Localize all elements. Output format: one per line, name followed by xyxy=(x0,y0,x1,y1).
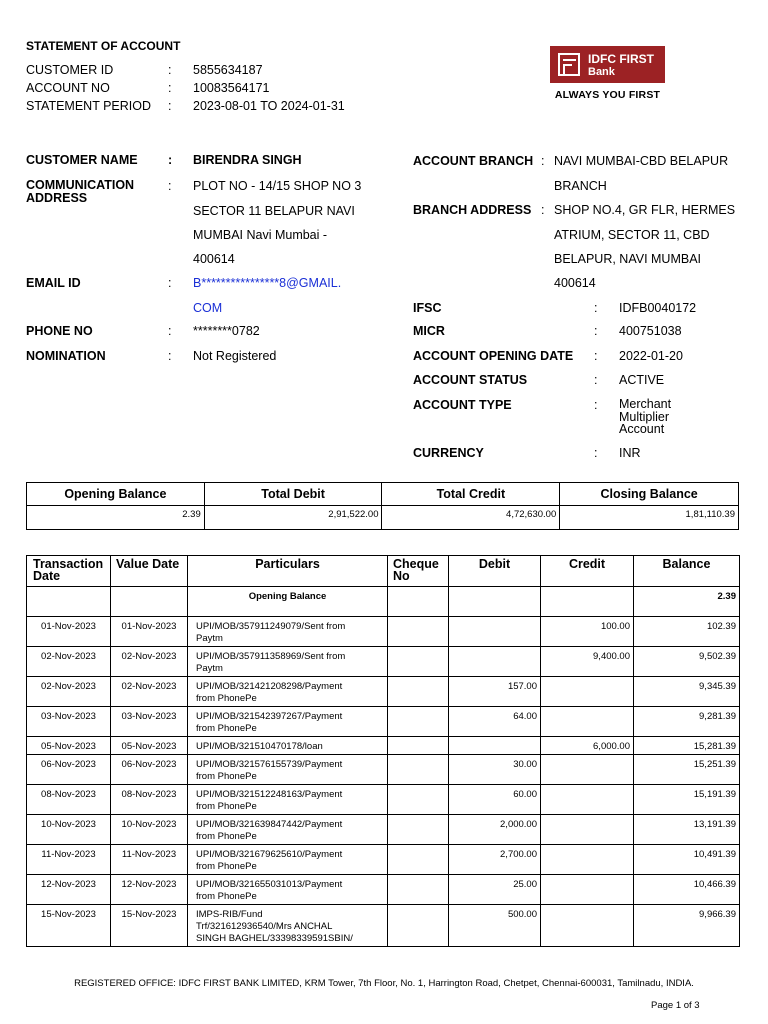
currency-label: CURRENCY xyxy=(413,446,484,460)
colon: : xyxy=(594,446,598,460)
cheque-no-cell xyxy=(388,647,449,677)
colon: : xyxy=(168,153,173,167)
table-row xyxy=(27,677,740,707)
credit-cell xyxy=(541,905,634,947)
balance-cell: 10,491.39 xyxy=(634,845,740,875)
table-row xyxy=(27,647,740,677)
branch-address-line: BELAPUR, NAVI MUMBAI xyxy=(554,252,702,266)
page-number: Page 1 of 3 xyxy=(651,1000,700,1011)
particulars-line: from PhonePe xyxy=(196,831,257,842)
debit-cell: 30.00 xyxy=(449,755,541,785)
particulars-line: from PhonePe xyxy=(196,861,257,872)
balance-cell: 15,191.39 xyxy=(634,785,740,815)
credit-cell xyxy=(541,815,634,845)
particulars-cell xyxy=(188,785,388,815)
email-value-2[interactable]: COM xyxy=(193,301,223,315)
table-row xyxy=(27,905,740,947)
balance-cell: 9,966.39 xyxy=(634,905,740,947)
registered-office-footer: REGISTERED OFFICE: IDFC FIRST BANK LIMITED, KRM Tower, 7th Floor, No. 1, Harrington Road, Chetpet, Chennai-600031, Tamilnadu, INDIA. xyxy=(74,978,694,989)
credit-cell: 100.00 xyxy=(541,617,634,647)
debit-cell xyxy=(449,737,541,755)
cheque-no-cell xyxy=(388,905,449,947)
value-date-cell: 06-Nov-2023 xyxy=(111,755,188,785)
branch-address-line: ATRIUM, SECTOR 11, CBD xyxy=(554,228,710,242)
particulars-line: Trf/321612936540/Mrs ANCHAL xyxy=(196,921,333,932)
currency-value: INR xyxy=(619,446,641,460)
colon: : xyxy=(594,324,598,338)
cheque-no-cell xyxy=(388,677,449,707)
table-row xyxy=(27,815,740,845)
opening-date-label: ACCOUNT OPENING DATE xyxy=(413,349,574,363)
nomination-label: NOMINATION xyxy=(26,349,106,363)
closing-balance-value: 1,81,110.39 xyxy=(560,506,739,530)
transaction-date-cell: 06-Nov-2023 xyxy=(27,755,111,785)
summary-header: Total Credit xyxy=(382,483,560,506)
credit-cell: 9,400.00 xyxy=(541,647,634,677)
address-label: COMMUNICATION xyxy=(26,178,135,192)
particulars-line: from PhonePe xyxy=(196,801,257,812)
transaction-date-cell: 01-Nov-2023 xyxy=(27,617,111,647)
opening-balance-label: Opening Balance xyxy=(188,587,388,617)
col-header-value-date: Value Date xyxy=(111,556,188,587)
credit-cell: 6,000.00 xyxy=(541,737,634,755)
particulars-line: SINGH BAGHEL/33398339591SBIN/ xyxy=(196,933,353,944)
debit-cell: 2,700.00 xyxy=(449,845,541,875)
colon: : xyxy=(541,203,545,217)
transaction-date-cell: 12-Nov-2023 xyxy=(27,875,111,905)
table-row xyxy=(27,875,740,905)
address-line: MUMBAI Navi Mumbai - xyxy=(193,228,328,242)
colon: : xyxy=(168,63,172,77)
summary-table xyxy=(26,482,739,530)
ifsc-label: IFSC xyxy=(413,301,442,315)
balance-cell: 15,281.39 xyxy=(634,737,740,755)
cheque-no-cell xyxy=(388,815,449,845)
opening-date-value: 2022-01-20 xyxy=(619,349,683,363)
debit-cell: 60.00 xyxy=(449,785,541,815)
table-row xyxy=(27,785,740,815)
particulars-cell xyxy=(188,677,388,707)
email-label: EMAIL ID xyxy=(26,276,81,290)
email-value[interactable]: B****************8@GMAIL. xyxy=(193,276,342,290)
address-line: SECTOR 11 BELAPUR NAVI xyxy=(193,204,355,218)
particulars-line: UPI/MOB/321576155739/Payment xyxy=(196,759,343,770)
particulars-cell xyxy=(188,815,388,845)
branch-address-line: 400614 xyxy=(554,276,596,290)
branch-address-line: SHOP NO.4, GR FLR, HERMES xyxy=(554,203,736,217)
particulars-line: UPI/MOB/321421208298/Payment xyxy=(196,681,343,692)
debit-cell xyxy=(449,617,541,647)
credit-cell xyxy=(541,785,634,815)
particulars-line: from PhonePe xyxy=(196,693,257,704)
credit-cell xyxy=(541,875,634,905)
col-header-debit: Debit xyxy=(449,556,541,587)
summary-header: Closing Balance xyxy=(560,483,739,506)
balance-cell: 102.39 xyxy=(634,617,740,647)
col-header-transaction-date: Transaction Date xyxy=(27,556,111,587)
col-header-credit: Credit xyxy=(541,556,634,587)
account-status-label: ACCOUNT STATUS xyxy=(413,373,528,387)
colon: : xyxy=(168,276,172,290)
colon: : xyxy=(594,349,598,363)
transaction-date-cell: 08-Nov-2023 xyxy=(27,785,111,815)
account-branch-label: ACCOUNT BRANCH xyxy=(413,154,534,168)
table-row xyxy=(27,845,740,875)
micr-value: 400751038 xyxy=(619,324,682,338)
total-debit-value: 2,91,522.00 xyxy=(204,506,382,530)
credit-cell xyxy=(541,707,634,737)
balance-cell: 9,281.39 xyxy=(634,707,740,737)
cheque-no-cell xyxy=(388,617,449,647)
opening-balance-row xyxy=(27,587,740,617)
value-date-cell: 03-Nov-2023 xyxy=(111,707,188,737)
value-date-cell: 05-Nov-2023 xyxy=(111,737,188,755)
table-row xyxy=(27,617,740,647)
colon: : xyxy=(594,301,598,315)
value-date-cell: 15-Nov-2023 xyxy=(111,905,188,947)
particulars-line: UPI/MOB/321512248163/Payment xyxy=(196,789,343,800)
statement-title: STATEMENT OF ACCOUNT xyxy=(26,39,181,53)
cheque-no-cell xyxy=(388,845,449,875)
colon: : xyxy=(594,398,598,412)
particulars-line: from PhonePe xyxy=(196,771,257,782)
particulars-cell xyxy=(188,875,388,905)
account-no-label: ACCOUNT NO xyxy=(26,81,110,95)
account-type-value: Merchant Multiplier Account xyxy=(619,397,672,436)
particulars-cell xyxy=(188,617,388,647)
balance-cell: 10,466.39 xyxy=(634,875,740,905)
opening-balance-value: 2.39 xyxy=(27,506,205,530)
ifsc-value: IDFB0040172 xyxy=(619,301,697,315)
statement-period-value: 2023-08-01 TO 2024-01-31 xyxy=(193,99,345,113)
colon: : xyxy=(168,99,172,113)
value-date-cell: 12-Nov-2023 xyxy=(111,875,188,905)
transaction-date-cell: 11-Nov-2023 xyxy=(27,845,111,875)
particulars-line: UPI/MOB/321655031013/Payment xyxy=(196,879,343,890)
account-branch-value: NAVI MUMBAI-CBD BELAPUR xyxy=(554,154,729,168)
particulars-cell xyxy=(188,707,388,737)
colon: : xyxy=(168,179,172,193)
opening-balance-amount: 2.39 xyxy=(634,587,740,617)
particulars-cell xyxy=(188,755,388,785)
transaction-date-cell: 03-Nov-2023 xyxy=(27,707,111,737)
bank-logo-subtext: Bank xyxy=(588,66,615,78)
account-status-value: ACTIVE xyxy=(619,373,665,387)
customer-name-label: CUSTOMER NAME xyxy=(26,153,138,167)
debit-cell: 157.00 xyxy=(449,677,541,707)
bank-logo-text: IDFC FIRST xyxy=(588,52,654,66)
value-date-cell: 08-Nov-2023 xyxy=(111,785,188,815)
transaction-date-cell: 02-Nov-2023 xyxy=(27,677,111,707)
customer-id-label: CUSTOMER ID xyxy=(26,63,114,77)
transaction-date-cell: 05-Nov-2023 xyxy=(27,737,111,755)
cheque-no-cell xyxy=(388,785,449,815)
balance-cell: 15,251.39 xyxy=(634,755,740,785)
particulars-line: Paytm xyxy=(196,633,223,644)
balance-cell: 9,345.39 xyxy=(634,677,740,707)
balance-cell: 13,191.39 xyxy=(634,815,740,845)
bank-logo-icon xyxy=(558,53,580,76)
bank-logo xyxy=(550,46,665,83)
cheque-no-cell xyxy=(388,755,449,785)
statement-period-label: STATEMENT PERIOD xyxy=(26,99,152,113)
transaction-date-cell: 10-Nov-2023 xyxy=(27,815,111,845)
debit-cell: 2,000.00 xyxy=(449,815,541,845)
bank-tagline: ALWAYS YOU FIRST xyxy=(554,89,661,101)
value-date-cell: 02-Nov-2023 xyxy=(111,677,188,707)
colon: : xyxy=(168,81,172,95)
particulars-line: from PhonePe xyxy=(196,723,257,734)
address-line: PLOT NO - 14/15 SHOP NO 3 xyxy=(193,179,362,193)
cheque-no-cell xyxy=(388,707,449,737)
credit-cell xyxy=(541,845,634,875)
customer-name-value: BIRENDRA SINGH xyxy=(193,153,302,167)
particulars-cell xyxy=(188,737,388,755)
cheque-no-cell xyxy=(388,875,449,905)
debit-cell: 64.00 xyxy=(449,707,541,737)
credit-cell xyxy=(541,755,634,785)
particulars-cell xyxy=(188,905,388,947)
particulars-cell xyxy=(188,647,388,677)
account-branch-value-2: BRANCH xyxy=(554,179,607,193)
cheque-no-cell xyxy=(388,737,449,755)
debit-cell: 500.00 xyxy=(449,905,541,947)
transaction-date-cell: 15-Nov-2023 xyxy=(27,905,111,947)
particulars-line: Paytm xyxy=(196,663,223,674)
debit-cell xyxy=(449,647,541,677)
particulars-line: UPI/MOB/357911358969/Sent from xyxy=(196,651,346,662)
micr-label: MICR xyxy=(413,324,445,338)
col-header-cheque-no: Cheque No xyxy=(388,556,449,587)
col-header-balance: Balance xyxy=(634,556,740,587)
summary-header: Opening Balance xyxy=(27,483,205,506)
particulars-line: UPI/MOB/321542397267/Payment xyxy=(196,711,343,722)
summary-header: Total Debit xyxy=(204,483,382,506)
branch-address-label: BRANCH ADDRESS xyxy=(413,203,532,217)
particulars-line: IMPS-RIB/Fund xyxy=(196,909,263,920)
value-date-cell: 02-Nov-2023 xyxy=(111,647,188,677)
debit-cell: 25.00 xyxy=(449,875,541,905)
particulars-line: from PhonePe xyxy=(196,891,257,902)
transactions-table xyxy=(26,555,740,947)
total-credit-value: 4,72,630.00 xyxy=(382,506,560,530)
account-no-value: 10083564171 xyxy=(193,81,270,95)
table-row xyxy=(27,737,740,755)
balance-cell: 9,502.39 xyxy=(634,647,740,677)
colon: : xyxy=(168,349,172,363)
colon: : xyxy=(168,324,172,338)
table-row xyxy=(27,755,740,785)
table-row xyxy=(27,707,740,737)
phone-label: PHONE NO xyxy=(26,324,93,338)
value-date-cell: 10-Nov-2023 xyxy=(111,815,188,845)
phone-value: ********0782 xyxy=(193,324,260,338)
credit-cell xyxy=(541,677,634,707)
particulars-line: UPI/MOB/321639847442/Payment xyxy=(196,819,343,830)
particulars-cell xyxy=(188,845,388,875)
particulars-line: UPI/MOB/357911249079/Sent from xyxy=(196,621,346,632)
nomination-value: Not Registered xyxy=(193,349,277,363)
address-line: 400614 xyxy=(193,252,235,266)
particulars-line: UPI/MOB/321510470178/loan xyxy=(196,741,323,752)
value-date-cell: 11-Nov-2023 xyxy=(111,845,188,875)
colon: : xyxy=(541,154,545,168)
address-label-2: ADDRESS xyxy=(26,191,88,205)
value-date-cell: 01-Nov-2023 xyxy=(111,617,188,647)
colon: : xyxy=(594,373,598,387)
transaction-date-cell: 02-Nov-2023 xyxy=(27,647,111,677)
col-header-particulars: Particulars xyxy=(188,556,388,587)
customer-id-value: 5855634187 xyxy=(193,63,263,77)
account-type-label: ACCOUNT TYPE xyxy=(413,398,512,412)
particulars-line: UPI/MOB/321679625610/Payment xyxy=(196,849,343,860)
